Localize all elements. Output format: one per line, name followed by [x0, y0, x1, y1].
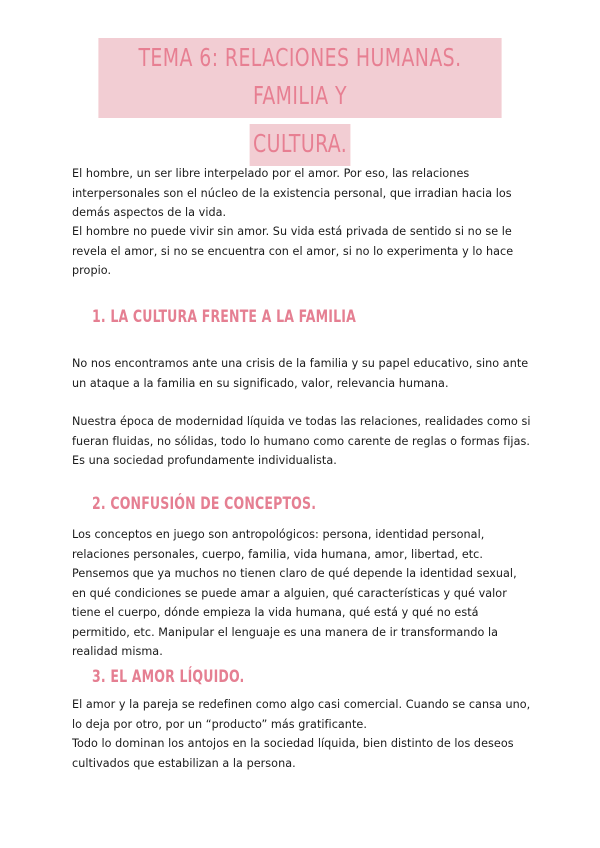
- section-heading-3: 3. EL AMOR LÍQUIDO.: [92, 667, 245, 687]
- section3-paragraph-2: Todo lo dominan los antojos en la sociedad líquida, bien distinto de los deseos cultivados que estabilizan a la persona.: [72, 737, 514, 770]
- section1-paragraph-1: No nos encontramos ante una crisis de la familia y su papel educativo, sino ante un ataque a la familia en su significado, valor, relevancia humana.: [72, 357, 529, 390]
- section-heading-1: 1. LA CULTURA FRENTE A LA FAMILIA: [92, 307, 356, 327]
- page-title: [60, 38, 540, 166]
- section1-paragraph-2: Nuestra época de modernidad líquida ve todas las relaciones, realidades como si fueran fluidas, no sólidas, todo lo humano como carente de reglas o formas fijas. Es una sociedad profundamente individualista.: [72, 415, 531, 467]
- intro-paragraph-2: El hombre no puede vivir sin amor. Su vida está privada de sentido si no se le revela el amor, si no se encuentra con el amor, si no lo experimenta y lo hace propio.: [72, 225, 514, 277]
- title-line-1: TEMA 6: RELACIONES HUMANAS. FAMILIA Y: [98, 38, 501, 118]
- section-heading-2: 2. CONFUSIÓN DE CONCEPTOS.: [92, 494, 317, 514]
- section2-paragraph-1: Los conceptos en juego son antropológicos: persona, identidad personal, relaciones personales, cuerpo, familia, vida humana, amor, libertad, etc. Pensemos que ya muchos no tienen claro de qué depende la identidad sexual, en qué condiciones se puede amar a alguien, qué características y qué valor tiene el cuerpo, dónde empieza la vida humana, qué está y qué no está permitido, etc. Manipular el lenguaje es una manera de ir transformando la realidad misma.: [72, 528, 517, 658]
- section3-paragraph-1: El amor y la pareja se redefinen como algo casi comercial. Cuando se cansa uno, lo deja por otro, por un “producto” más gratificante.: [72, 698, 531, 731]
- intro-paragraph-1: El hombre, un ser libre interpelado por el amor. Por eso, las relaciones interpersonales son el núcleo de la existencia personal, que irradian hacia los demás aspectos de la vida.: [72, 167, 512, 219]
- title-line-2: CULTURA.: [250, 124, 351, 166]
